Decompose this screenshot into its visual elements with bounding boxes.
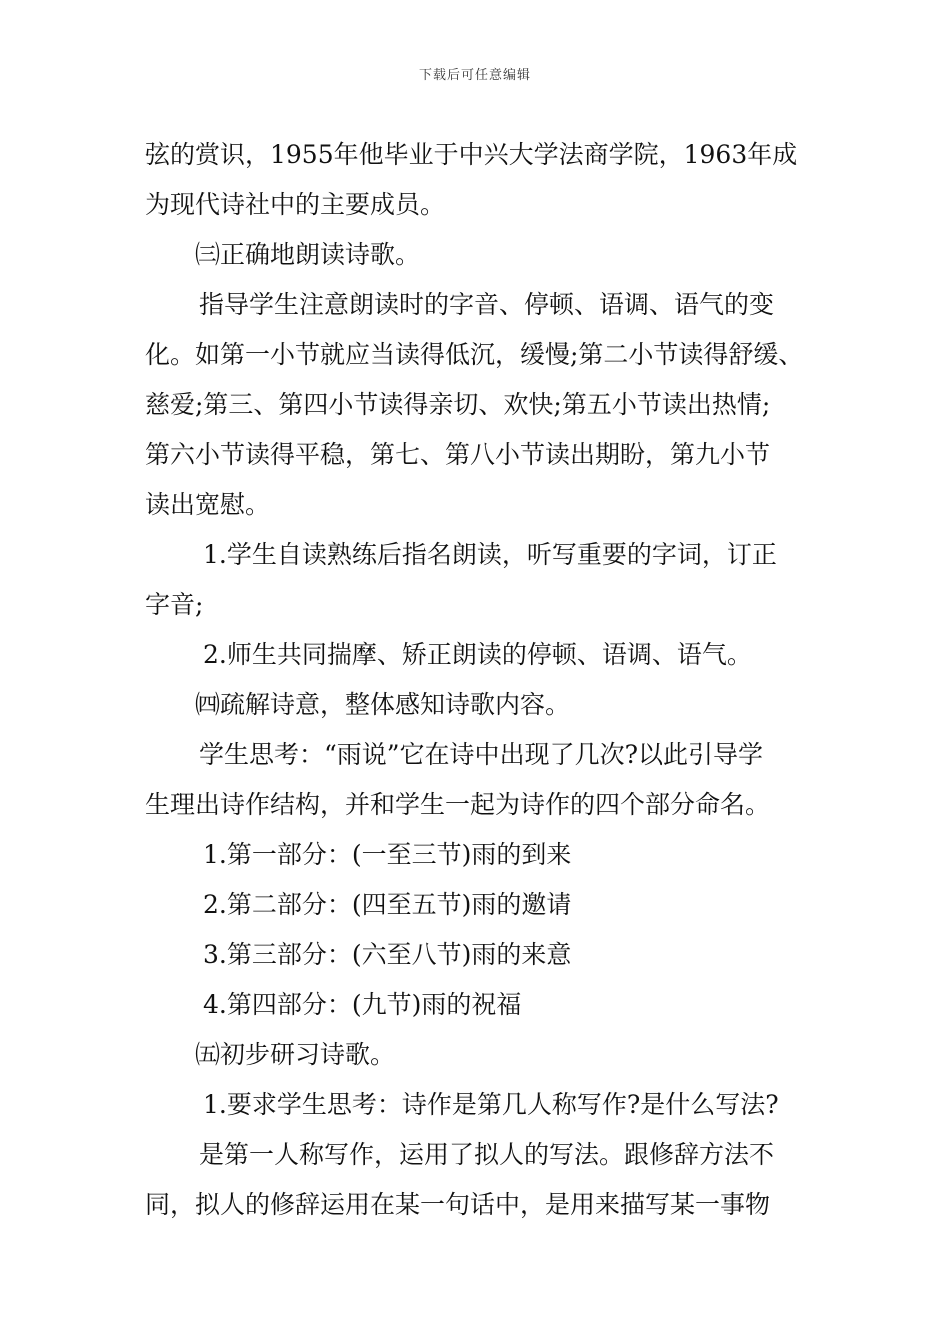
text-line: 学生思考：“雨说”它在诗中出现了几次?以此引导学	[199, 740, 763, 769]
text-line: 生理出诗作结构，并和学生一起为诗作的四个部分命名。	[145, 790, 771, 819]
text-line: 1.学生自读熟练后指名朗读，听写重要的字词，订正	[203, 540, 777, 569]
text-line: 指导学生注意朗读时的字音、停顿、语调、语气的变	[199, 290, 775, 319]
page-header: 下载后可任意编辑	[418, 68, 531, 83]
text-line: 4.第四部分：(九节)雨的祝福	[203, 990, 522, 1019]
document-body	[145, 130, 810, 1230]
text-line: ㈣疏解诗意，整体感知诗歌内容。	[195, 690, 571, 719]
text-line: ㈢正确地朗读诗歌。	[195, 240, 421, 269]
text-line: 为现代诗社中的主要成员。	[145, 190, 446, 219]
text-line: 同，拟人的修辞运用在某一句话中，是用来描写某一事物	[145, 1190, 771, 1219]
text-line: 第六小节读得平稳，第七、第八小节读出期盼，第九小节	[145, 440, 771, 469]
text-line: ㈤初步研习诗歌。	[195, 1040, 396, 1069]
text-line: 1.要求学生思考：诗作是第几人称写作?是什么写法?	[203, 1090, 779, 1119]
text-line: 读出宽慰。	[145, 490, 271, 519]
text-line: 弦的赏识，1955年他毕业于中兴大学法商学院，1963年成	[145, 140, 798, 169]
text-line: 慈爱;第三、第四小节读得亲切、欢快;第五小节读出热情;	[145, 390, 771, 419]
text-line: 化。如第一小节就应当读得低沉，缓慢;第二小节读得舒缓、	[145, 340, 804, 369]
text-line: 2.师生共同揣摩、矫正朗读的停顿、语调、语气。	[203, 640, 752, 669]
text-line: 2.第二部分：(四至五节)雨的邀请	[203, 890, 572, 919]
text-line: 3.第三部分：(六至八节)雨的来意	[203, 940, 572, 969]
text-line: 1.第一部分：(一至三节)雨的到来	[203, 840, 572, 869]
text-line: 是第一人称写作，运用了拟人的写法。跟修辞方法不	[199, 1140, 775, 1169]
text-line: 字音;	[145, 590, 204, 619]
